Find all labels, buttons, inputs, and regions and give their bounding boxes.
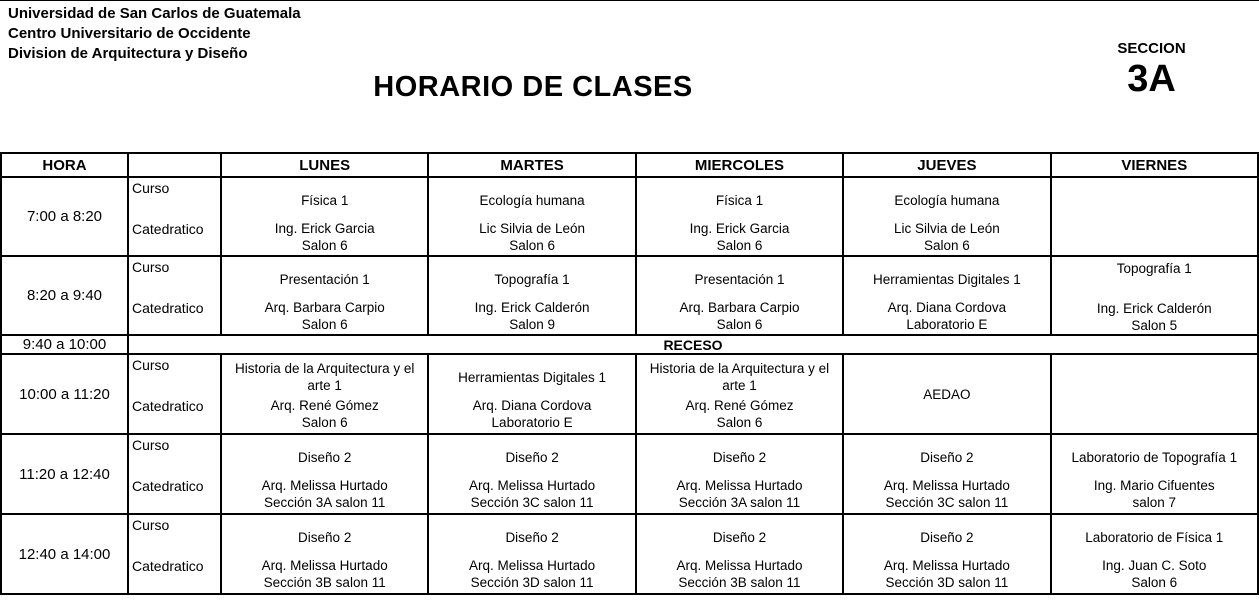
course-name: Ecología humana xyxy=(894,192,1000,208)
row-labels-cell xyxy=(128,514,221,594)
curso-label: Curso xyxy=(132,259,170,275)
time-cell: 12:40 a 14:00 xyxy=(1,514,128,594)
teacher-name: Ing. Mario Cifuentes xyxy=(1093,478,1215,493)
teacher-name: Arq. Melissa Hurtado xyxy=(676,558,803,573)
receso-cell: RECESO xyxy=(128,335,1258,354)
time-cell: 8:20 a 9:40 xyxy=(1,256,128,335)
course-name: Presentación 1 xyxy=(694,271,785,287)
room-name: Salon 6 xyxy=(301,317,348,332)
row-labels-cell xyxy=(128,354,221,434)
schedule-table xyxy=(0,152,1259,595)
class-cell xyxy=(843,256,1050,335)
row-labels-cell xyxy=(128,256,221,335)
room-name: Sección 3C salon 11 xyxy=(885,495,1009,510)
room-name: Sección 3B salon 11 xyxy=(678,575,801,590)
catedratico-label: Catedratico xyxy=(132,398,204,414)
section-box xyxy=(1084,40,1219,101)
class-cell xyxy=(1051,434,1258,514)
institution-line-1: Universidad de San Carlos de Guatemala xyxy=(8,5,301,22)
catedratico-label: Catedratico xyxy=(132,558,204,574)
teacher-name: Arq. Melissa Hurtado xyxy=(676,478,803,493)
institution-block xyxy=(8,4,301,64)
course-name: Historia de la Arquitectura y el arte 1 xyxy=(235,361,415,393)
course-name: Laboratorio de Física 1 xyxy=(1085,529,1224,545)
empty-cell xyxy=(1051,177,1258,256)
time-cell: 10:00 a 11:20 xyxy=(1,354,128,434)
teacher-name: Arq. René Gómez xyxy=(270,398,379,413)
teacher-name: Arq. Melissa Hurtado xyxy=(883,478,1010,493)
course-name: Diseño 2 xyxy=(920,529,974,545)
institution-line-3: Division de Arquitectura y Diseño xyxy=(8,45,248,62)
col-header-jueves: JUEVES xyxy=(843,153,1050,177)
class-cell xyxy=(636,177,843,256)
room-name: Sección 3A salon 11 xyxy=(678,495,801,510)
class-cell xyxy=(428,434,635,514)
class-cell xyxy=(843,354,1050,434)
course-name: Diseño 2 xyxy=(920,449,974,465)
course-name: Diseño 2 xyxy=(505,529,559,545)
col-header-miercoles: MIERCOLES xyxy=(636,153,843,177)
page-title: HORARIO DE CLASES xyxy=(373,71,693,103)
course-name: AEDAO xyxy=(923,386,971,402)
room-name: Sección 3D salon 11 xyxy=(470,575,594,590)
section-label: SECCION xyxy=(1117,40,1186,57)
course-name: Topografía 1 xyxy=(494,271,570,287)
course-name: Diseño 2 xyxy=(298,529,352,545)
class-cell xyxy=(428,514,635,594)
teacher-name: Arq. Melissa Hurtado xyxy=(469,558,596,573)
table-row-820 xyxy=(1,256,1258,335)
teacher-name: Arq. Melissa Hurtado xyxy=(469,478,596,493)
class-cell xyxy=(636,434,843,514)
curso-label: Curso xyxy=(132,517,170,533)
room-name: Laboratorio E xyxy=(491,415,573,430)
col-header-blank xyxy=(128,153,221,177)
class-cell xyxy=(221,256,428,335)
receso-row xyxy=(1,335,1258,354)
class-cell xyxy=(221,514,428,594)
course-name: Presentación 1 xyxy=(279,271,370,287)
class-cell xyxy=(636,514,843,594)
catedratico-label: Catedratico xyxy=(132,300,204,316)
class-cell xyxy=(1051,514,1258,594)
teacher-name: Lic Silvia de León xyxy=(479,221,585,236)
class-cell xyxy=(221,354,428,434)
class-cell xyxy=(221,434,428,514)
curso-label: Curso xyxy=(132,357,170,373)
curso-label: Curso xyxy=(132,437,170,453)
table-row-1000 xyxy=(1,354,1258,434)
course-name: Herramientas Digitales 1 xyxy=(872,271,1021,287)
course-name: Diseño 2 xyxy=(298,449,352,465)
room-name: Sección 3C salon 11 xyxy=(470,495,594,510)
room-name: Salon 6 xyxy=(716,415,763,430)
col-header-viernes: VIERNES xyxy=(1051,153,1258,177)
room-name: Salon 6 xyxy=(301,238,348,253)
class-cell xyxy=(428,354,635,434)
row-labels-cell xyxy=(128,434,221,514)
course-name: Diseño 2 xyxy=(712,529,767,545)
receso-time-cell: 9:40 a 10:00 xyxy=(1,335,128,354)
room-name: Salon 5 xyxy=(1131,318,1178,333)
teacher-name: Arq. Barbara Carpio xyxy=(264,300,385,315)
room-name: Salon 6 xyxy=(301,415,348,430)
room-name: Sección 3D salon 11 xyxy=(885,575,1009,590)
empty-cell xyxy=(1051,354,1258,434)
course-name: Laboratorio de Topografía 1 xyxy=(1071,449,1238,465)
room-name: Salon 6 xyxy=(716,238,763,253)
table-row-1120 xyxy=(1,434,1258,514)
teacher-name: Arq. René Gómez xyxy=(685,398,794,413)
teacher-name: Arq. Melissa Hurtado xyxy=(883,558,1010,573)
class-cell xyxy=(428,256,635,335)
class-cell xyxy=(636,354,843,434)
time-cell: 11:20 a 12:40 xyxy=(1,434,128,514)
room-name: salon 7 xyxy=(1132,495,1177,510)
course-name: Historia de la Arquitectura y el arte 1 xyxy=(649,361,830,393)
teacher-name: Arq. Diana Cordova xyxy=(887,300,1007,315)
class-cell xyxy=(428,177,635,256)
col-header-hora: HORA xyxy=(1,153,128,177)
teacher-name: Ing. Erick Garcia xyxy=(689,221,790,236)
class-cell xyxy=(1051,256,1258,335)
course-name: Física 1 xyxy=(301,192,349,208)
room-name: Sección 3B salon 11 xyxy=(263,575,386,590)
row-labels-cell xyxy=(128,177,221,256)
room-name: Sección 3A salon 11 xyxy=(264,495,386,510)
catedratico-label: Catedratico xyxy=(132,478,204,494)
course-name: Física 1 xyxy=(715,192,764,208)
course-name: Topografía 1 xyxy=(1116,261,1192,276)
course-name: Diseño 2 xyxy=(712,449,767,465)
course-name: Herramientas Digitales 1 xyxy=(458,369,606,385)
teacher-name: Ing. Erick Garcia xyxy=(274,221,375,236)
curso-label: Curso xyxy=(132,180,170,196)
room-name: Salon 9 xyxy=(509,317,555,332)
teacher-name: Ing. Erick Calderón xyxy=(474,300,590,315)
time-cell: 7:00 a 8:20 xyxy=(1,177,128,256)
teacher-name: Ing. Juan C. Soto xyxy=(1102,558,1207,573)
teacher-name: Arq. Melissa Hurtado xyxy=(261,558,388,573)
institution-line-2: Centro Universitario de Occidente xyxy=(8,25,251,42)
teacher-name: Arq. Barbara Carpio xyxy=(679,300,800,315)
room-name: Salon 6 xyxy=(716,317,763,332)
class-cell xyxy=(843,434,1050,514)
catedratico-label: Catedratico xyxy=(132,221,204,237)
class-cell xyxy=(221,177,428,256)
class-cell xyxy=(636,256,843,335)
room-name: Salon 6 xyxy=(1131,575,1178,590)
room-name: Laboratorio E xyxy=(906,317,988,332)
table-header-row xyxy=(1,153,1258,177)
room-name: Salon 6 xyxy=(509,238,555,253)
table-row-1240 xyxy=(1,514,1258,594)
teacher-name: Arq. Diana Cordova xyxy=(472,398,592,413)
course-name: Ecología humana xyxy=(479,192,585,208)
col-header-martes: MARTES xyxy=(428,153,635,177)
class-cell xyxy=(843,177,1050,256)
col-header-lunes: LUNES xyxy=(221,153,428,177)
section-value: 3A xyxy=(1127,58,1176,100)
table-row-700 xyxy=(1,177,1258,256)
room-name: Salon 6 xyxy=(923,238,970,253)
class-cell xyxy=(843,514,1050,594)
course-name: Diseño 2 xyxy=(505,449,559,465)
teacher-name: Lic Silvia de León xyxy=(893,221,1000,236)
teacher-name: Arq. Melissa Hurtado xyxy=(261,478,388,493)
teacher-name: Ing. Erick Calderón xyxy=(1096,301,1212,316)
